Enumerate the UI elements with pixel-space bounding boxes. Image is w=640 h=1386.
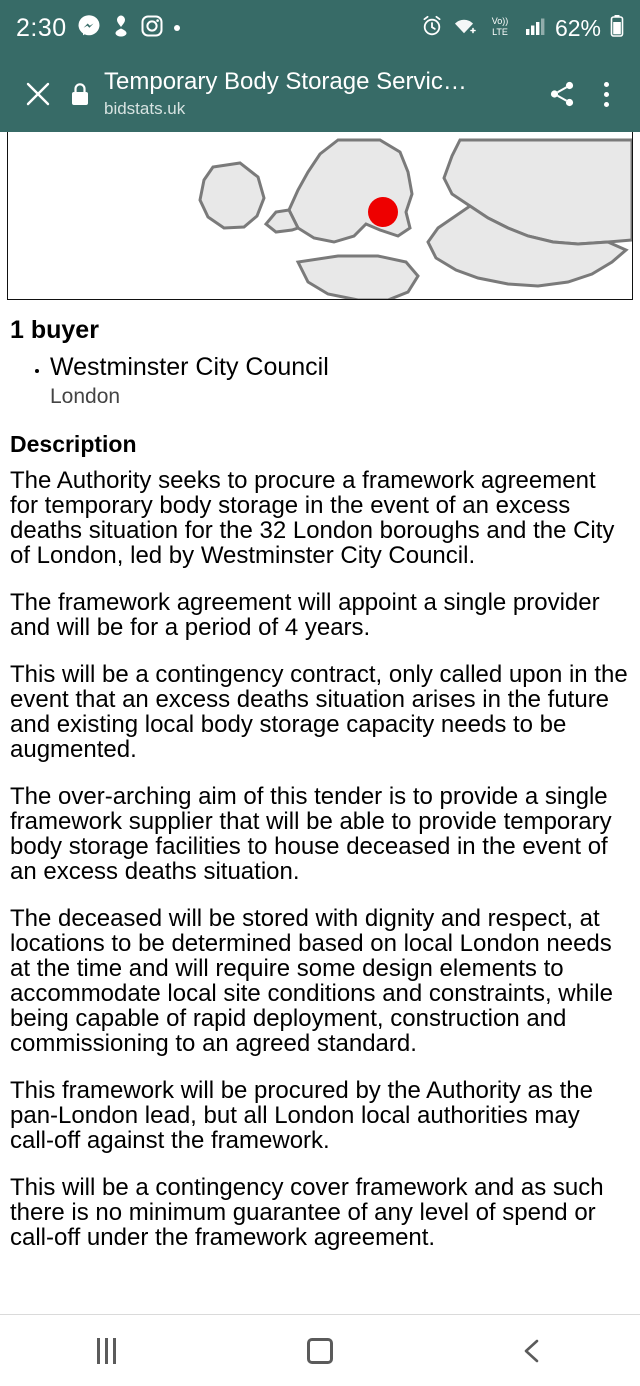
map-marker-icon xyxy=(368,197,398,227)
buyer-city: London xyxy=(50,385,121,408)
share-icon xyxy=(546,78,578,110)
description-paragraph: The deceased will be stored with dignity and respect, at locations to be determined based on local London needs at the time and will require some design elements to accommodate local site conditions and constraints, while being capable of rapid deployment, construction and commissioning to an agreed standard. xyxy=(10,905,613,1057)
home-button[interactable] xyxy=(275,1321,365,1381)
description-paragraph: This framework will be procured by the Authority as the pan-London lead, but all London local authorities may call-off against the framework. xyxy=(10,1077,593,1154)
svg-text:Vo)): Vo)) xyxy=(491,15,509,26)
description-paragraph: This will be a contingency contract, only called upon in the event that an excess deaths situation arises in the future and existing local body storage capacity needs to be augmented. xyxy=(10,661,628,763)
volte-icon xyxy=(485,14,515,43)
recents-icon xyxy=(97,1338,116,1364)
svg-text:LTE: LTE xyxy=(492,26,508,37)
wifi-icon xyxy=(452,15,476,42)
dot-icon xyxy=(173,19,181,37)
back-icon xyxy=(518,1336,548,1366)
status-bar xyxy=(0,0,640,56)
home-icon xyxy=(307,1338,333,1364)
overflow-menu-icon xyxy=(604,79,609,109)
recents-button[interactable] xyxy=(62,1321,152,1381)
close-button[interactable] xyxy=(18,74,58,114)
status-bar-left xyxy=(16,14,181,43)
description-paragraph: The framework agreement will appoint a single provider and will be for a period of 4 years. xyxy=(10,589,600,641)
page-title: Temporary Body Storage Servic… xyxy=(104,68,467,95)
page-host: bidstats.uk xyxy=(104,99,186,118)
description-heading: Description xyxy=(10,431,137,457)
map-graphic xyxy=(8,132,632,300)
browser-app-bar xyxy=(0,56,640,132)
overflow-menu-button[interactable] xyxy=(586,70,626,118)
back-button[interactable] xyxy=(488,1321,578,1381)
battery-percent-label: 62% xyxy=(554,14,601,41)
battery-icon xyxy=(610,14,624,43)
description-paragraph: This will be a contingency cover framework and as such there is no minimum guarantee of any level of spend or call-off under the framework agreement. xyxy=(10,1174,604,1251)
address-titles[interactable] xyxy=(104,68,538,120)
buyer-list xyxy=(50,351,632,411)
description-paragraph: The Authority seeks to procure a framework agreement for temporary body storage in the event of an excess deaths situation for the 32 London boroughs and the City of London, led by Westminster City Council. xyxy=(10,467,615,569)
description-body xyxy=(10,468,630,1250)
instagram-icon xyxy=(141,15,163,42)
close-icon xyxy=(23,79,53,109)
status-clock: 2:30 xyxy=(16,13,67,42)
skype-icon xyxy=(111,14,131,43)
buyer-location-map[interactable] xyxy=(7,132,633,300)
list-item xyxy=(50,351,632,411)
lock-indicator xyxy=(58,81,102,107)
buyers-heading: 1 buyer xyxy=(10,316,99,344)
status-bar-right xyxy=(421,14,624,43)
signal-icon xyxy=(524,15,546,42)
web-page-content[interactable] xyxy=(0,132,640,1314)
system-navigation-bar xyxy=(0,1314,640,1386)
lock-icon xyxy=(69,81,91,107)
buyer-name[interactable]: • Westminster City Council xyxy=(50,353,329,381)
description-paragraph: The over-arching aim of this tender is to provide a single framework supplier that will be able to provide temporary body storage facilities to house deceased in the event of an excess deaths situation. xyxy=(10,783,612,885)
share-button[interactable] xyxy=(538,70,586,118)
alarm-icon xyxy=(421,15,443,42)
messenger-icon xyxy=(77,14,101,43)
